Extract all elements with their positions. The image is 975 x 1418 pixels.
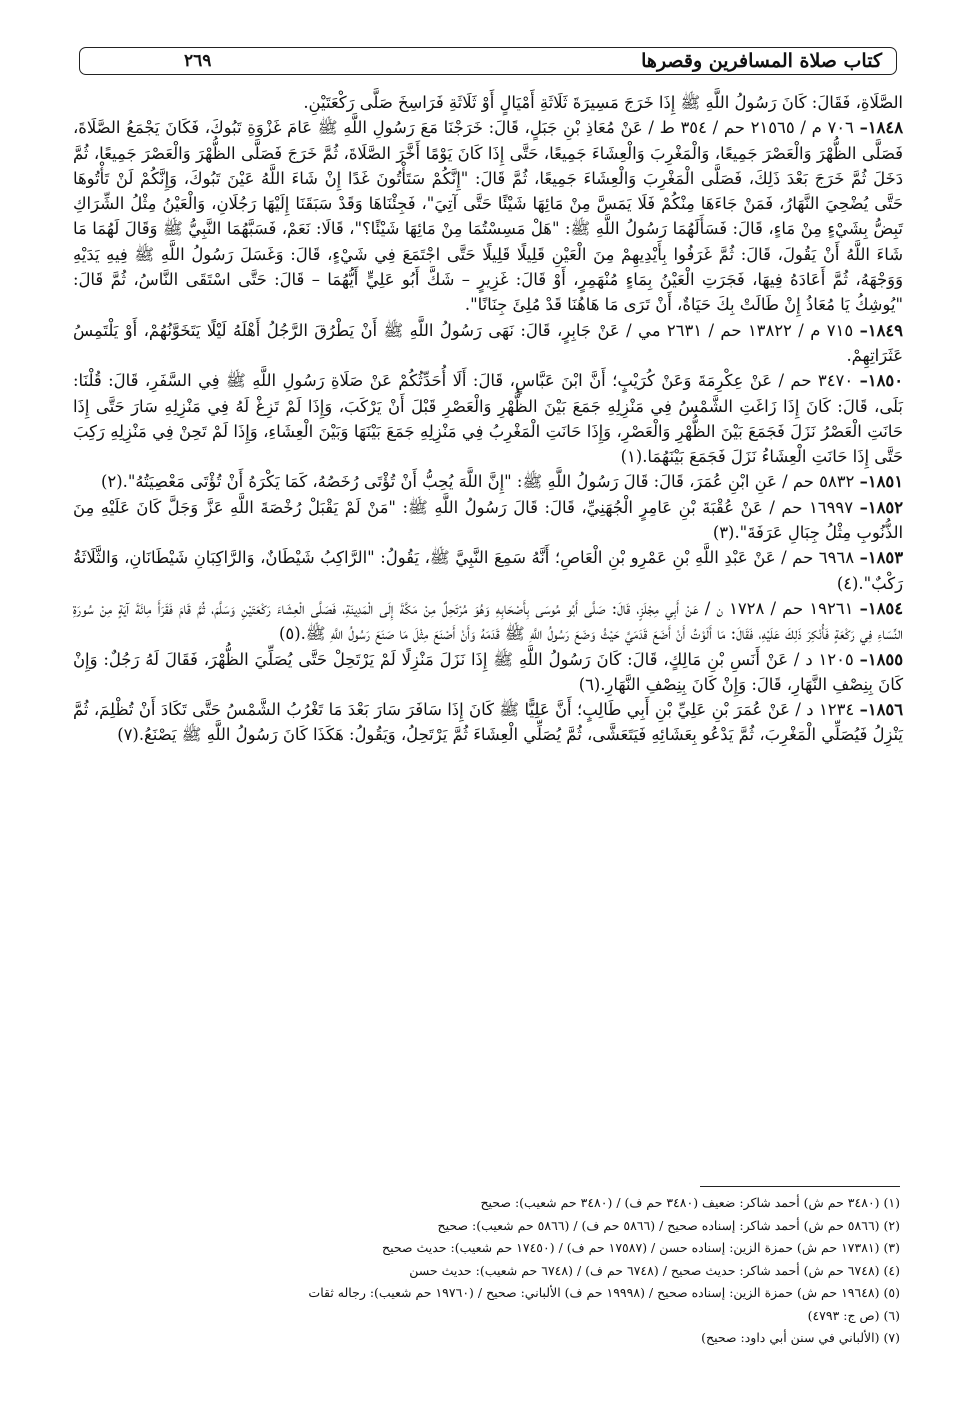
hadith-1854: ١٨٥٤– ١٩٢٦١ حم / ١٧٢٨ ن / عَنْ أَبِي مِجْلَزٍ، قَالَ: صَلَّى أَبُو مُوسَى بِأَصْحَابِهِ وَهُوَ مُرْتَحِلٌ مِنْ مَكَّةَ إِلَى الْمَدِينَةِ، فَصَلَّى الْعِشَاءَ رَكْعَتَيْنِ وَسَلَّمَ، ثُمَّ قَامَ فَقَرَأَ مِائَةَ آيَةٍ مِنْ سُورَةِ النِّسَاءِ فِي رَكْعَةٍ فَأُنْكِرَ ذَلِكَ عَلَيْهِ، فَقَالَ: مَا أَلَوْتُ أَنْ أَضَعَ قَدَمَيَّ حَيْثُ وَضَعَ رَسُولُ اللَّهِ ﷺ قَدَمَهُ وَأَنْ أَصْنَعَ مِثْلَ مَا صَنَعَ رَسُولُ اللَّهِ ﷺ.(٥) (73, 598, 904, 644)
hadith-number: ١٨٤٨– (859, 118, 903, 138)
hadith-1852: ١٨٥٢– ١٦٩٩٧ حم / عَنْ عُقْبَةَ بْنِ عَامِرٍ الْجُهَنِيِّ، قَالَ: قَالَ رَسُولُ اللَّهِ ﷺ: "مَنْ لَمْ يَقْبَلْ رُخْصَةَ اللَّهِ عَزَّ وَجَلَّ كَانَ عَلَيْهِ مِنَ الذُّنُوبِ مِثْلُ جِبَالِ عَرَفَةَ".(٣) (73, 497, 903, 543)
footnote: (٦) (ص ج: ٤٧٩٣) (807, 1307, 900, 1323)
hadith-number: ١٨٥٣– (859, 548, 903, 568)
hadith-1850: ١٨٥٠– ٣٤٧٠ حم / عَنْ عِكْرِمَةَ وَعَنْ كُرَيْبٍ؛ أَنَّ ابْنَ عَبَّاسٍ، قَالَ: أَلَا أُحَدِّثُكُمْ عَنْ صَلَاةِ رَسُولِ اللَّهِ ﷺ فِي السَّفَرِ، قَالَ: قُلْنَا: بَلَى، قَالَ: كَانَ إِذَا زَاغَتِ الشَّمْسُ فِي مَنْزِلِهِ جَمَعَ بَيْنَ الظُّهْرِ وَالْعَصْرِ قَبْلَ أَنْ يَرْكَبَ، وَإِذَا لَمْ تَزِغْ لَهُ فِي مَنْزِلِهِ سَارَ حَتَّى إِذَا حَانَتِ الْعَصْرُ نَزَلَ فَجَمَعَ بَيْنَ الظُّهْرِ وَالْعَصْرِ، وَإِذَا حَانَتِ الْمَغْرِبُ فِي مَنْزِلِهِ جَمَعَ بَيْنَهَا وَبَيْنَ الْعِشَاءِ، وَإِذَا لَمْ تَحِنْ فِي مَنْزِلِهِ رَكِبَ حَتَّى إِذَا حَانَتِ الْعِشَاءُ نَزَلَ فَجَمَعَ بَيْنَهُمَا.(١) (73, 371, 903, 467)
hadith-1848: ١٨٤٨– ٧٠٦ م / ٢١٥٦٥ حم / ٣٥٤ ط / عَنْ مُعَاذِ بْنِ جَبَلٍ، قَالَ: خَرَجْنَا مَعَ رَسُولِ اللَّهِ ﷺ عَامَ غَزْوَةِ تَبُوكَ، فَكَانَ يَجْمَعُ الصَّلَاةَ، فَصَلَّى الظُّهْرَ وَالْعَصْرَ جَمِيعًا، وَالْمَغْرِبَ وَالْعِشَاءَ جَمِيعًا، حَتَّى إِذَا كَانَ يَوْمًا أَخَّرَ الصَّلَاةَ، ثُمَّ خَرَجَ فَصَلَّى الظُّهْرَ وَالْعَصْرَ جَمِيعًا، ثُمَّ دَخَلَ ثُمَّ خَرَجَ بَعْدَ ذَلِكَ، فَصَلَّى الْمَغْرِبَ وَالْعِشَاءَ جَمِيعًا، ثُمَّ قَالَ: "إِنَّكُمْ سَتَأْتُونَ غَدًا إِنْ شَاءَ اللَّهُ عَيْنَ تَبُوكَ، وَإِنَّكُمْ لَنْ تَأْتُوهَا حَتَّى يُضْحِيَ النَّهَارُ، فَمَنْ جَاءَهَا مِنْكُمْ فَلَا يَمَسَّ مِنْ مَائِهَا شَيْئًا حَتَّى آتِيَ"، فَجِئْنَاهَا وَقَدْ سَبَقَنَا إِلَيْهَا رَجُلَانِ، وَالْعَيْنُ مِثْلُ الشِّرَاكِ تَبِضُّ بِشَيْءٍ مِنْ مَاءٍ، قَالَ: فَسَأَلَهُمَا رَسُولُ اللَّهِ ﷺ: "هَلْ مَسِسْتُمَا مِنْ مَائِهَا شَيْئًا؟"، قَالَا: نَعَمْ، فَسَبَّهُمَا النَّبِيُّ ﷺ وَقَالَ لَهُمَا مَا شَاءَ اللَّهُ أَنْ يَقُولَ، قَالَ: ثُمَّ غَرَفُوا بِأَيْدِيهِمْ مِنَ الْعَيْنِ قَلِيلًا قَلِيلًا حَتَّى اجْتَمَعَ فِي شَيْءٍ، قَالَ: وَغَسَلَ رَسُولُ اللَّهِ ﷺ فِيهِ يَدَيْهِ وَوَجْهَهُ، ثُمَّ أَعَادَهُ فِيهَا، فَجَرَتِ الْعَيْنُ بِمَاءٍ مُنْهَمِرٍ، أَوْ قَالَ: غَزِيرٍ – شَكَّ أَبُو عَلِيٍّ أَيُّهُمَا – قَالَ: حَتَّى اسْتَقَى النَّاسُ، ثُمَّ قَالَ: "يُوشِكُ يَا مُعَاذُ إِنْ طَالَتْ بِكَ حَيَاةٌ، أَنْ تَرَى مَا هَاهُنَا قَدْ مُلِئَ جِنَانًا". (73, 118, 903, 315)
hadith-number: ١٨٤٩– (859, 320, 903, 340)
footnote: (١) (٣٤٨٠ حم ش) أحمد شاكر: ضعيف (٣٤٨٠ حم ف) / (٣٤٨٠ حم شعيب): صحيح (480, 1195, 900, 1210)
hadith-number: ١٨٥٤– (859, 598, 904, 618)
hadith-number: ١٨٥١– (859, 472, 903, 492)
page-header (79, 47, 897, 75)
book-title: كتاب صلاة المسافرين وقصرها (641, 50, 882, 72)
footnotes (300, 1192, 900, 1350)
paragraph-continuation: الصَّلَاةِ، فَقَالَ: كَانَ رَسُولُ اللَّهِ ﷺ إِذَا خَرَجَ مَسِيرَةَ ثَلَاثَةِ أَمْيَالٍ أَوْ ثَلَاثَةِ فَرَاسِخَ صَلَّى رَكْعَتَيْنِ. (303, 93, 903, 112)
hadith-text (73, 90, 903, 748)
footnote-divider (700, 1186, 900, 1187)
hadith-1856: ١٨٥٦– ١٢٣٤ د / عَنْ عُمَرَ بْنِ عَلِيِّ بْنِ أَبِي طَالِبٍ؛ أَنَّ عَلِيًّا ﷺ كَانَ إِذَا سَافَرَ سَارَ بَعْدَ مَا تَغْرُبُ الشَّمْسُ حَتَّى تَكَادَ أَنْ تُظْلِمَ، ثُمَّ يَنْزِلُ فَيُصَلِّي الْمَغْرِبَ، ثُمَّ يَدْعُو بِعَشَائِهِ فَيَتَعَشَّى، ثُمَّ يُصَلِّي الْعِشَاءَ ثُمَّ يَرْتَحِلُ، وَيَقُولُ: هَكَذَا كَانَ رَسُولُ اللَّهِ ﷺ يَصْنَعُ.(٧) (73, 700, 904, 745)
hadith-1851: ١٨٥١– ٥٨٣٢ حم / عَنِ ابْنِ عُمَرَ، قَالَ: قَالَ رَسُولُ اللَّهِ ﷺ: "إِنَّ اللَّهَ يُحِبُّ أَنْ تُؤْتَى رُخَصُهُ، كَمَا يَكْرَهُ أَنْ تُؤْتَى مَعْصِيَتُهُ".(٢) (101, 472, 903, 492)
hadith-1853: ١٨٥٣– ٦٩٦٨ حم / عَنْ عَبْدِ اللَّهِ بْنِ عَمْرِو بْنِ الْعَاصِ؛ أَنَّهُ سَمِعَ النَّبِيَّ ﷺ، يَقُولُ: "الرَّاكِبُ شَيْطَانٌ، وَالرَّاكِبَانِ شَيْطَانَانِ، وَالثَّلَاثَةُ رَكْبٌ".(٤) (73, 548, 903, 593)
footnote: (٣) (١٧٣٨١ حم ش) حمزة الزين: إسناده حسن / (١٧٥٨٧ حم ف) / (١٧٤٥٠ حم شعيب): حديث صحيح (382, 1240, 900, 1255)
hadith-1849: ١٨٤٩– ٧١٥ م / ١٣٨٢٢ حم / ٢٦٣١ مي / عَنْ جَابِرٍ، قَالَ: نَهَى رَسُولُ اللَّهِ ﷺ أَنْ يَطْرُقَ الرَّجُلُ أَهْلَهُ لَيْلًا يَتَخَوَّنُهُمْ، أَوْ يَلْتَمِسُ عَثَرَاتِهِمْ. (73, 320, 903, 365)
footnote: (٥) (١٩٦٤٨ حم ش) حمزة الزين: إسناده صحيح / (١٩٩٩٨ حم ف) الألباني: صحيح / (١٩٧٦٠ حم شعيب): رجاله ثقات (308, 1285, 900, 1300)
hadith-1855: ١٨٥٥– ١٢٠٥ د / عَنْ أَنَسِ بْنِ مَالِكٍ، قَالَ: كَانَ رَسُولُ اللَّهِ ﷺ إِذَا نَزَلَ مَنْزِلًا لَمْ يَرْتَحِلْ حَتَّى يُصَلِّيَ الظُّهْرَ، فَقَالَ لَهُ رَجُلٌ: وَإِنْ كَانَ بِنِصْفِ النَّهَارِ، قَالَ: وَإِنْ كَانَ بِنِصْفِ النَّهَارِ.(٦) (73, 649, 903, 694)
hadith-number: ١٨٥٦– (859, 700, 904, 720)
hadith-number: ١٨٥٢– (859, 497, 903, 517)
footnote: (٧) (الألباني في سنن أبي داود: صحيح) (701, 1330, 900, 1345)
page-number: ٢٦٩ (184, 51, 212, 71)
footnote: (٤) (٦٧٤٨ حم ش) أحمد شاكر: حديث صحيح / (٦٧٤٨ حم ف) / (٦٧٤٨ حم شعيب): حديث حسن (409, 1262, 900, 1278)
hadith-number: ١٨٥٥– (859, 649, 903, 669)
hadith-number: ١٨٥٠– (859, 371, 903, 391)
footnote: (٢) (٥٨٦٦ حم ش) أحمد شاكر: إسناده صحيح / (٥٨٦٦ حم ف) / (٥٨٦٦ حم شعيب): صحيح (437, 1217, 900, 1233)
